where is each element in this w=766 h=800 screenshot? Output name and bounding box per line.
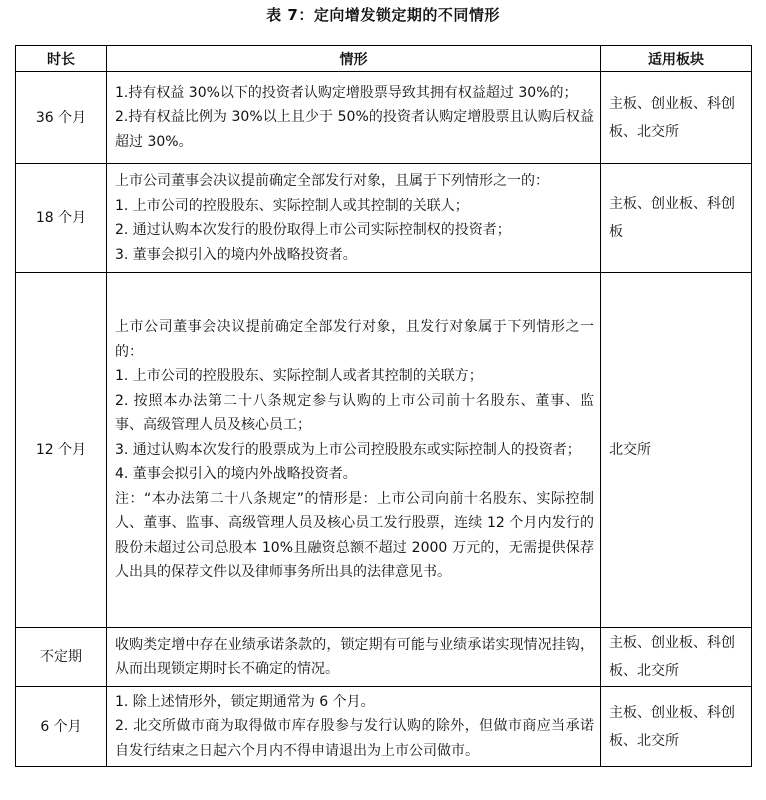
condition-line: 1. 上市公司的控股股东、实际控制人或其控制的关联人； — [115, 197, 469, 214]
condition-line: 上市公司董事会决议提前确定全部发行对象，且属于下列情形之一的： — [115, 173, 549, 189]
condition-line: 4. 董事会拟引入的境内外战略投资者。 — [115, 466, 357, 483]
table-row — [16, 628, 752, 687]
condition-line: 3. 董事会拟引入的境内外战略投资者。 — [115, 246, 357, 263]
condition-cell — [107, 687, 601, 767]
condition-line: 1.持有权益 30%以下的投资者认购定增股票导致其拥有权益超过 30%的； — [115, 84, 578, 101]
duration-cell: 18 个月 — [16, 164, 107, 273]
board-cell: 主板、创业板、科创板 — [601, 164, 752, 273]
table-row — [16, 164, 752, 273]
table-title: 表 7：定向增发锁定期的不同情形 — [266, 6, 500, 24]
header-duration: 时长 — [16, 46, 107, 72]
condition-line: 2. 通过认购本次发行的股份取得上市公司实际控制权的投资者； — [115, 222, 511, 238]
condition-line: 上市公司董事会决议提前确定全部发行对象，且发行对象属于下列情形之一的： — [115, 319, 594, 360]
condition-line: 1. 上市公司的控股股东、实际控制人或者其控制的关联方； — [115, 368, 483, 385]
condition-line: 2. 北交所做市商为取得做市库存股参与发行认购的除外，但做市商应当承诺自发行结束之日起六个月内不得申请退出为上市公司做市。 — [115, 718, 594, 759]
condition-line: 3. 通过认购本次发行的股票成为上市公司控股股东或实际控制人的投资者； — [115, 441, 581, 458]
duration-cell: 36 个月 — [16, 72, 107, 164]
duration-cell: 12 个月 — [16, 273, 107, 628]
condition-cell — [107, 72, 601, 164]
condition-cell — [107, 628, 601, 687]
table-row — [16, 687, 752, 767]
board-cell: 主板、创业板、科创板、北交所 — [601, 687, 752, 767]
duration-cell: 不定期 — [16, 628, 107, 687]
board-cell: 主板、创业板、科创板、北交所 — [601, 72, 752, 164]
header-board: 适用板块 — [601, 46, 752, 72]
table-row — [16, 72, 752, 164]
condition-line: 1. 除上述情形外，锁定期通常为 6 个月。 — [115, 693, 375, 710]
table-row — [16, 273, 752, 628]
condition-cell — [107, 164, 601, 273]
board-cell: 北交所 — [601, 273, 752, 628]
condition-line: 2.持有权益比例为 30%以上且少于 50%的投资者认购定增股票且认购后权益超过 30%。 — [115, 109, 594, 150]
board-cell: 主板、创业板、科创板、北交所 — [601, 628, 752, 687]
header-row — [16, 46, 752, 72]
lockup-period-table — [15, 45, 752, 767]
condition-line: 2. 按照本办法第二十八条规定参与认购的上市公司前十名股东、董事、监事、高级管理人员及核心员工； — [115, 392, 594, 434]
condition-line: 收购类定增中存在业绩承诺条款的，锁定期有可能与业绩承诺实现情况挂钩，从而出现锁定期时长不确定的情况。 — [115, 636, 594, 677]
condition-note: 注：“本办法第二十八条规定”的情形是：上市公司向前十名股东、实际控制人、董事、监事、高级管理人员及核心员工发行股票，连续 12 个月内发行的股份未超过公司总股本 10%且融资总额不超过 2000 万元的，无需提供保荐人出具的保荐文件以及律师事务所出具的法律意见书。 — [115, 490, 594, 581]
condition-cell — [107, 273, 601, 628]
header-condition: 情形 — [107, 46, 601, 72]
duration-cell: 6 个月 — [16, 687, 107, 767]
